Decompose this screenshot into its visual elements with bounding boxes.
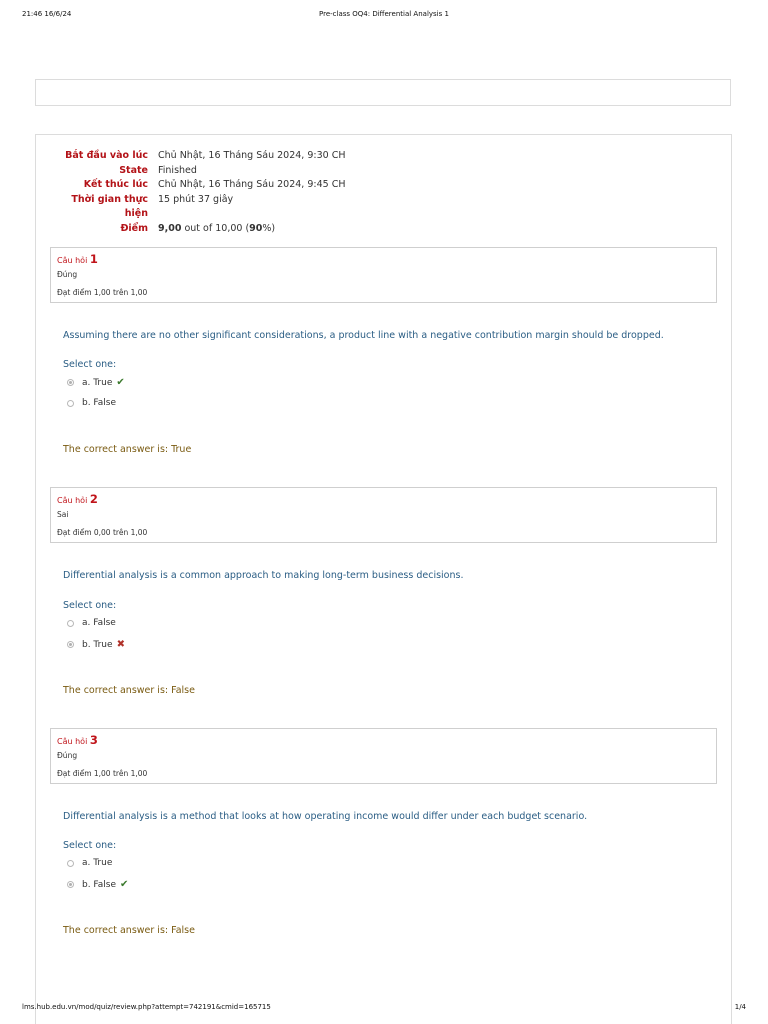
cross-icon: ✖ <box>116 639 125 650</box>
grade-percent: 90 <box>249 222 263 234</box>
print-footer <box>22 1003 746 1015</box>
print-page-number: 1/4 <box>734 1003 746 1011</box>
question-1-grade: Đạt điểm 1,00 trên 1,00 <box>57 288 148 297</box>
radio-button[interactable] <box>67 620 74 627</box>
option-label: a. True <box>82 377 113 388</box>
option-label: a. True <box>82 858 113 868</box>
question-1-info <box>50 247 717 303</box>
radio-button[interactable] <box>67 379 74 386</box>
question-3-number <box>57 733 98 747</box>
question-1-state: Đúng <box>57 270 78 279</box>
question-3-grade: Đạt điểm 1,00 trên 1,00 <box>57 769 148 778</box>
print-header <box>22 10 746 22</box>
question-2-number <box>57 492 98 506</box>
check-icon: ✔ <box>120 879 129 890</box>
question-1-number <box>57 252 98 266</box>
state-value: Finished <box>158 164 197 176</box>
summary-row-time <box>50 193 450 222</box>
grade-score: 9,00 <box>158 222 182 234</box>
question-number: 1 <box>89 252 98 266</box>
radio-button[interactable] <box>67 400 74 407</box>
question-label: Câu hỏi <box>57 256 88 265</box>
attempt-summary <box>50 149 450 236</box>
question-2-grade: Đạt điểm 0,00 trên 1,00 <box>57 528 148 537</box>
question-3-text: Differential analysis is a method that looks at how operating income would differ under each budget scenario. <box>63 811 588 822</box>
option-label: a. False <box>82 618 116 628</box>
question-2-text: Differential analysis is a common approach to making long-term business decisions. <box>63 570 464 581</box>
print-datetime: 21:46 16/6/24 <box>22 10 72 18</box>
question-3-feedback: The correct answer is: False <box>63 925 195 936</box>
question-1-prompt: Select one: <box>63 359 117 370</box>
state-label: State <box>119 164 148 176</box>
option-label: b. False <box>82 879 117 890</box>
question-3-info <box>50 728 717 784</box>
grade-value <box>158 222 275 237</box>
started-label: Bắt đầu vào lúc <box>65 150 148 161</box>
question-1-text: Assuming there are no other significant considerations, a product line with a negative contribution margin should be dropped. <box>63 330 664 341</box>
radio-button[interactable] <box>67 641 74 648</box>
question-2-info <box>50 487 717 543</box>
question-3-option-a[interactable] <box>67 858 112 868</box>
time-value: 15 phút 37 giây <box>158 193 234 205</box>
question-1-option-b[interactable] <box>67 398 116 408</box>
question-1-option-a[interactable] <box>67 377 125 388</box>
time-label <box>50 193 148 222</box>
grade-label: Điểm <box>120 222 148 234</box>
summary-row-grade <box>50 222 450 237</box>
radio-button[interactable] <box>67 860 74 867</box>
grade-suffix: %) <box>262 222 276 234</box>
radio-button[interactable] <box>67 881 74 888</box>
summary-row-started <box>50 149 450 164</box>
question-2-state: Sai <box>57 510 69 519</box>
question-number: 2 <box>89 492 98 506</box>
question-2-prompt: Select one: <box>63 600 117 611</box>
question-3-option-b[interactable] <box>67 879 128 890</box>
completed-value: Chủ Nhật, 16 Tháng Sáu 2024, 9:45 CH <box>158 179 346 190</box>
option-label: b. True <box>82 639 113 650</box>
question-3-prompt: Select one: <box>63 840 117 851</box>
started-value: Chủ Nhật, 16 Tháng Sáu 2024, 9:30 CH <box>158 150 346 161</box>
summary-row-state <box>50 164 450 179</box>
question-number: 3 <box>89 733 98 747</box>
question-1-feedback: The correct answer is: True <box>63 444 192 455</box>
question-label: Câu hỏi <box>57 496 88 505</box>
option-label: b. False <box>82 398 117 408</box>
empty-notice-box <box>35 79 731 106</box>
question-3-state: Đúng <box>57 751 78 760</box>
summary-row-completed <box>50 178 450 193</box>
check-icon: ✔ <box>116 377 125 388</box>
question-2-option-a[interactable] <box>67 618 116 628</box>
time-label-line1: Thời gian thực <box>71 193 148 205</box>
time-label-line2: hiện <box>124 208 148 219</box>
question-label: Câu hỏi <box>57 737 88 746</box>
grade-out-of: out of 10,00 ( <box>181 222 250 234</box>
print-page-title: Pre-class OQ4: Differential Analysis 1 <box>319 10 449 18</box>
question-2-feedback: The correct answer is: False <box>63 685 195 696</box>
question-2-option-b[interactable] <box>67 639 125 650</box>
completed-label: Kết thúc lúc <box>83 179 148 190</box>
print-url: lms.hub.edu.vn/mod/quiz/review.php?attempt=742191&cmid=165715 <box>22 1003 271 1011</box>
